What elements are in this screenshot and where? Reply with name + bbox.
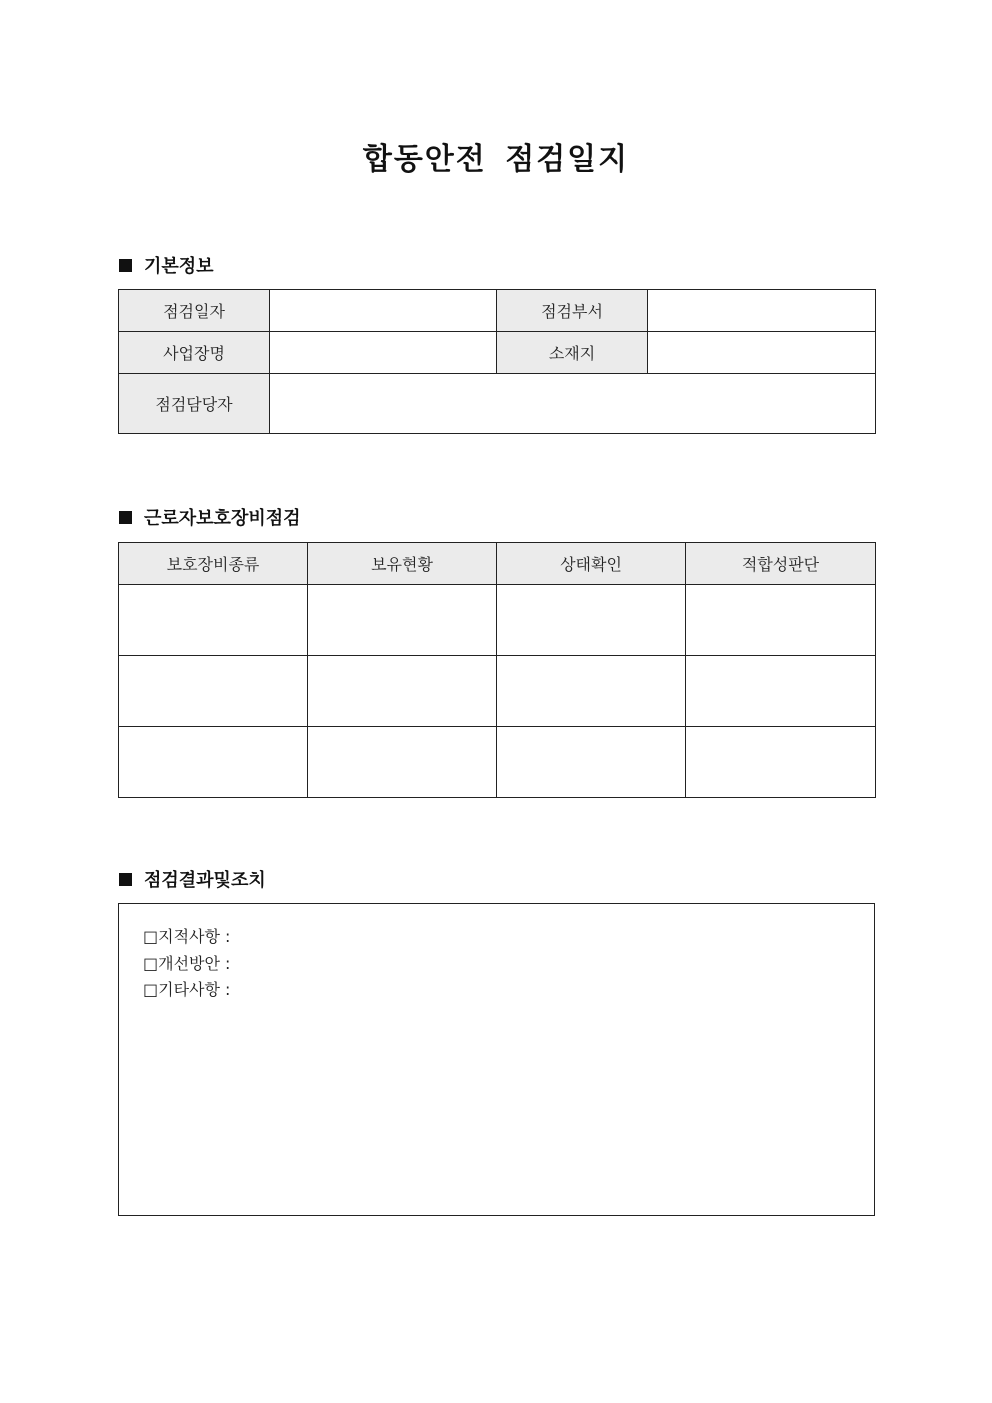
inspection-dept-field[interactable] <box>648 290 876 332</box>
table-cell[interactable] <box>497 585 686 656</box>
ppe-inspection-table <box>118 542 876 798</box>
location-label: 소재지 <box>497 332 648 374</box>
table-cell[interactable] <box>686 656 876 727</box>
site-name-field[interactable] <box>270 332 497 374</box>
inspection-date-field[interactable] <box>270 290 497 332</box>
basic-info-table <box>118 289 876 434</box>
section-heading-results <box>119 867 266 891</box>
inspection-date-label: 점검일자 <box>119 290 270 332</box>
table-row <box>119 332 876 374</box>
document-title: 합동안전 점검일지 <box>362 142 630 177</box>
table-row <box>119 374 876 434</box>
section-heading-label: 근로자보호장비점검 <box>144 508 301 529</box>
table-row <box>119 656 876 727</box>
site-name-label: 사업장명 <box>119 332 270 374</box>
improvement-plan-line[interactable]: □개선방안 : <box>143 953 231 973</box>
section-heading-basic-info <box>119 253 214 277</box>
table-row <box>119 290 876 332</box>
findings-line[interactable]: □지적사항 : <box>143 927 231 946</box>
square-bullet-icon <box>119 873 132 886</box>
table-row <box>119 727 876 798</box>
other-notes-line[interactable]: □기타사항 : <box>143 980 231 999</box>
table-cell[interactable] <box>308 585 497 656</box>
inspector-label: 점검담당자 <box>119 374 270 434</box>
table-cell[interactable] <box>686 585 876 656</box>
table-cell[interactable] <box>686 727 876 798</box>
table-cell[interactable] <box>119 585 308 656</box>
column-header-holdings: 보유현황 <box>308 543 497 585</box>
square-bullet-icon <box>119 511 132 524</box>
section-heading-label: 점검결과및조치 <box>144 870 266 891</box>
table-cell[interactable] <box>119 656 308 727</box>
column-header-ppe-type: 보호장비종류 <box>119 543 308 585</box>
inspector-field[interactable] <box>270 374 876 434</box>
table-cell[interactable] <box>308 656 497 727</box>
table-cell[interactable] <box>497 656 686 727</box>
section-heading-ppe-inspection <box>119 505 301 529</box>
column-header-suitability: 적합성판단 <box>686 543 876 585</box>
table-cell[interactable] <box>497 727 686 798</box>
square-bullet-icon <box>119 259 132 272</box>
location-field[interactable] <box>648 332 876 374</box>
table-cell[interactable] <box>119 727 308 798</box>
results-box[interactable] <box>118 903 875 1216</box>
table-cell[interactable] <box>308 727 497 798</box>
table-row <box>119 585 876 656</box>
column-header-condition-check: 상태확인 <box>497 543 686 585</box>
section-heading-label: 기본정보 <box>144 256 214 277</box>
results-list <box>143 924 230 1004</box>
table-header-row <box>119 543 876 585</box>
inspection-dept-label: 점검부서 <box>497 290 648 332</box>
